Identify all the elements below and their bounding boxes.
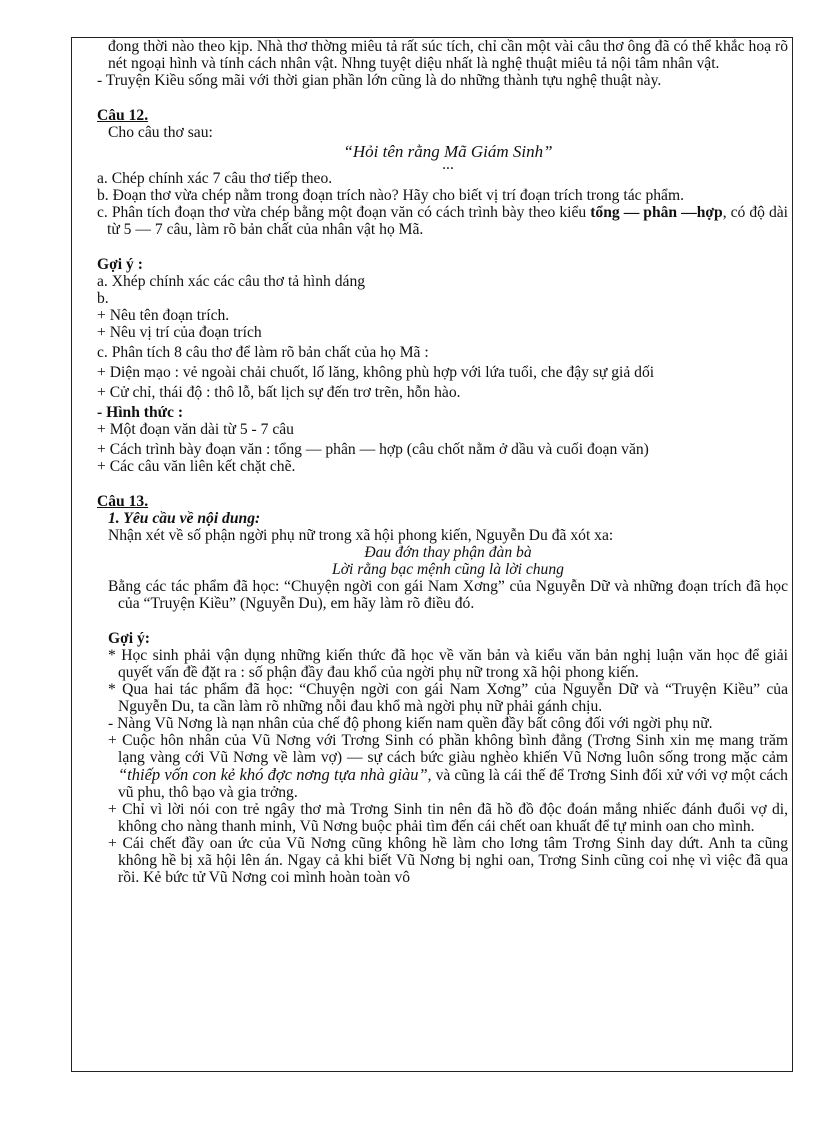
q12-hint-item: + Nêu tên đoạn trích.: [97, 307, 230, 324]
q13-hint-paragraph: + Cái chết đầy oan ức của Vũ Nơng cũng không hề làm cho lơng tâm Trơng Sinh day dứt. Anh ta cũng không hề bị xã hội lên án. Ngay cả khi biết Vũ Nơng bị nghi oan, Trơng Sinh cũng coi nhẹ vì việc đã qua rồi. Kẻ bức tử Vũ Nơng coi mình hoàn toàn vô: [108, 835, 788, 886]
q12-item-b: b. Đoạn thơ vừa chép nằm trong đoạn trích nào? Hãy cho biết vị trí đoạn trích trong tác phẩm.: [97, 187, 684, 204]
q12-item-c-bold: tổng — phân —hợp: [590, 204, 723, 221]
q13-hint-paragraph: + Chỉ vì lời nói con trẻ ngây thơ mà Trơng Sinh tin nên đã hồ đồ độc đoán mắng nhiếc đánh đuổi vợ di, không cho nàng thanh minh, Vũ Nơng buộc phải tìm đến cái chết oan khuất để tự minh oan cho mình.: [108, 801, 788, 835]
q13-hint-paragraph: - Nàng Vũ Nơng là nạn nhân của chế độ phong kiến nam quền đầy bất công đối với ngời phụ nữ.: [108, 715, 713, 732]
document-body: [97, 38, 788, 886]
q12-hints: [97, 273, 788, 475]
q12-quote: “Hỏi tên rằng Mã Giám Sinh”: [343, 142, 553, 161]
q12-form-heading: - Hình thức :: [97, 404, 184, 421]
q13-p4-text: + Cuộc hôn nhân của Vũ Nơng với Trơng Sinh có phần không bình đẳng (Trơng Sinh xin mẹ mang trăm lạng vàng cới Vũ Nơng về làm vợ) — sự cách bức giàu nghèo khiến Vũ Nơng luôn sống trong mặc cảm: [108, 732, 788, 766]
q13-verse-2: Lời rằng bạc mệnh cũng là lời chung: [332, 561, 564, 578]
q13-hint-paragraph: * Qua hai tác phẩm đã học: “Chuyện ngời con gái Nam Xơng” của Nguyễn Dữ và “Truyện Kiều” của Nguyễn Du, ta cần làm rõ những nỗi đau khổ mà ngời phụ nữ phải gánh chịu.: [108, 681, 788, 715]
q13-hint-paragraph: * Học sinh phải vận dụng những kiến thức đã học về văn bản và kiểu văn bản nghị luận văn học để giải quyết vấn đề đặt ra : số phận đầy đau khổ của ngời phụ nữ trong xã hội phong kiến.: [108, 647, 788, 681]
q12-item-a: a. Chép chính xác 7 câu thơ tiếp theo.: [97, 170, 333, 187]
q12-hint-item: a. Xhép chính xác các câu thơ tả hình dáng: [97, 273, 366, 290]
q12-hint-heading: Gợi ý :: [97, 256, 143, 273]
q12-item-c-text: c. Phân tích đoạn thơ vừa chép bằng một đoạn văn có cách trình bày theo kiểu: [97, 204, 591, 221]
q12-item-c: [97, 204, 788, 238]
q13-hint-paragraph: [108, 732, 788, 801]
q13-p4-quote: “thiếp vốn con kẻ khó đợc nơng tựa nhà giàu”: [118, 765, 428, 784]
q13-hint-heading: Gợi ý:: [108, 630, 150, 647]
q13-intro: Nhận xét về số phận ngời phụ nữ trong xã hội phong kiến, Nguyễn Du đã xót xa:: [108, 527, 614, 544]
intro-conclusion: - Truyện Kiều sống mãi với thời gian phần lớn cũng là do những thành tựu nghệ thuật này.: [97, 72, 662, 89]
q12-form-item: + Các câu văn liên kết chặt chẽ.: [97, 458, 296, 475]
q13-verse-1: Đau đớn thay phận đàn bà: [364, 544, 532, 561]
q12-prompt: Cho câu thơ sau:: [108, 124, 213, 141]
q12-hint-item: b.: [97, 290, 109, 307]
q12-hint-item: + Cử chỉ, thái độ : thô lỗ, bất lịch sự đến trơ trẽn, hỗn hào.: [97, 384, 461, 401]
q13-p4-end: , và cũng là cái thế để Trơng Sinh đối xử với vợ một cách vũ phu, thô bạo và gia trởng.: [118, 767, 788, 801]
q13-sub-heading: 1. Yêu cầu về nội dung:: [108, 510, 261, 527]
q12-form-item: + Một đoạn văn dài từ 5 - 7 câu: [97, 421, 294, 438]
q12-form-item: + Cách trình bày đoạn văn : tổng — phân — hợp (câu chốt nằm ở dầu và cuối đoạn văn): [97, 441, 649, 458]
question-12-heading: Câu 12.: [97, 107, 149, 124]
q13-task: Bằng các tác phẩm đã học: “Chuyện ngời con gái Nam Xơng” của Nguyễn Dữ và những đoạn trích đã học của “Truyện Kiều” (Nguyễn Du), em hãy làm rõ điều đó.: [108, 578, 788, 612]
q12-hint-item: + Nêu vị trí của đoạn trích: [97, 324, 262, 341]
q12-hint-item: + Diện mạo : vẻ ngoài chải chuốt, lố lăng, không phù hợp với lứa tuổi, che đậy sự giả dối: [97, 364, 655, 381]
intro-paragraph: đong thời nào theo kịp. Nhà thơ thờng miêu tả rất súc tích, chỉ cần một vài câu thơ ông đã có thể khắc hoạ rõ nét ngoại hình và tính cách nhân vật. Nhng tuyệt diệu nhất là nghệ thuật miêu tả nội tâm nhân vật.: [108, 38, 788, 72]
q12-hint-item: c. Phân tích 8 câu thơ để làm rõ bản chất của họ Mã :: [97, 344, 429, 361]
q12-item-c-end: , có độ dài từ 5 — 7 câu, làm rõ bản chất của nhân vật họ Mã.: [107, 204, 788, 238]
q12-ellipsis: ...: [442, 156, 454, 173]
question-13-heading: Câu 13.: [97, 493, 149, 510]
